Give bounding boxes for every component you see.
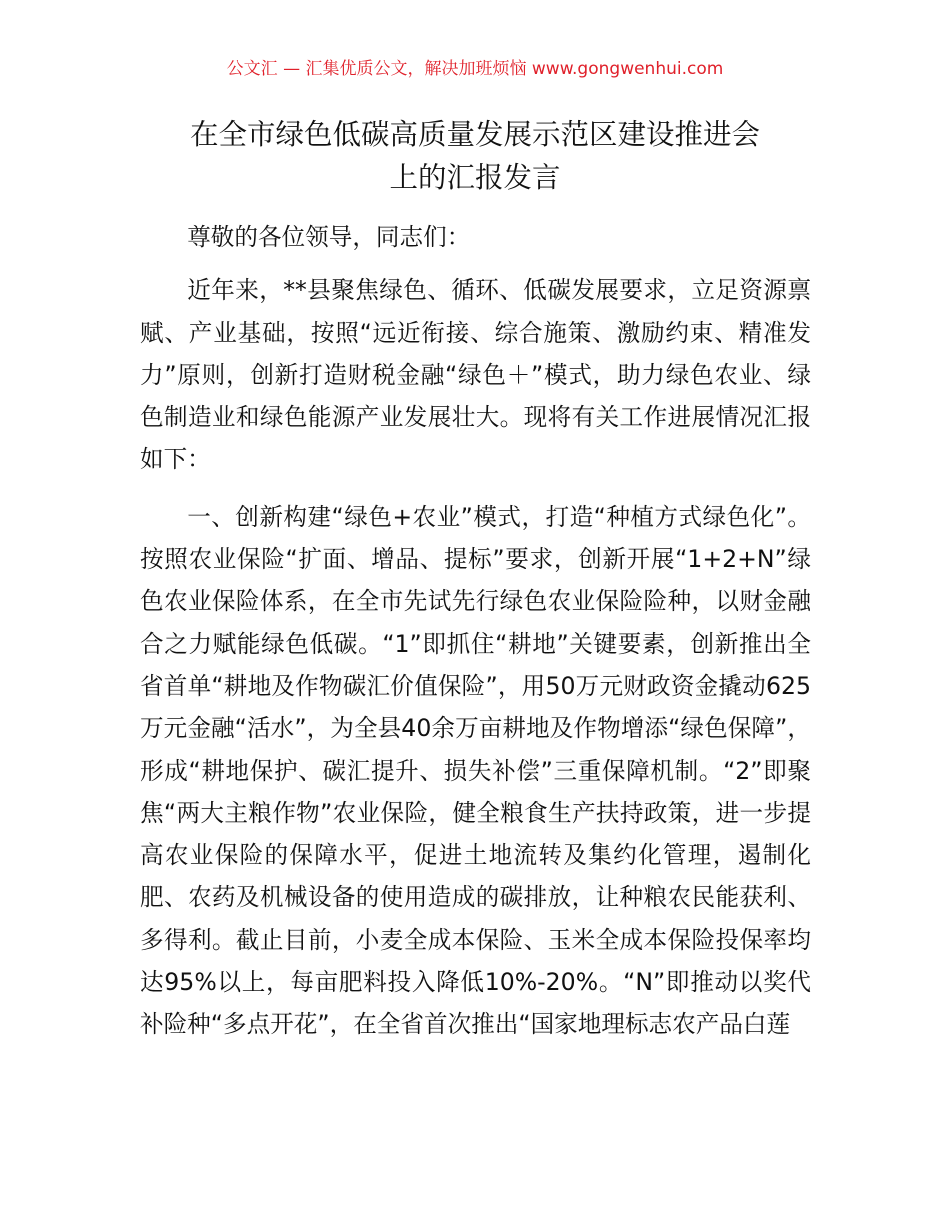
document-body [140, 216, 811, 1046]
intro-paragraph: 近年来，**县聚焦绿色、循环、低碳发展要求，立足资源禀赋、产业基础，按照“远近衔接、综合施策、激励约束、精准发力”原则，创新打造财税金融“绿色＋”模式，助力绿色农业、绿色制造业和绿色能源产业发展壮大。现将有关工作进展情况汇报如下： [140, 276, 811, 474]
greeting-paragraph: 尊敬的各位领导，同志们： [187, 223, 471, 251]
header-banner: 公文汇 — 汇集优质公文，解决加班烦恼 www.gongwenhui.com [226, 59, 724, 79]
document-title [120, 113, 830, 199]
document-title-line-1: 在全市绿色低碳高质量发展示范区建设推进会 [189, 118, 760, 151]
section-one-paragraph: 一、创新构建“绿色+农业”模式，打造“种植方式绿色化”。按照农业保险“扩面、增品、提标”要求，创新开展“1+2+N”绿色农业保险体系，在全市先试先行绿色农业保险险种，以财金融合之力赋能绿色低碳。“1”即抓住“耕地”关键要素，创新推出全省首单“耕地及作物碳汇价值保险”，用50万元财政资金撬动625万元金融“活水”，为全县40余万亩耕地及作物增添“绿色保障”，形成“耕地保护、碳汇提升、损失补偿”三重保障机制。“2”即聚焦“两大主粮作物”农业保险，健全粮食生产扶持政策，进一步提高农业保险的保障水平，促进土地流转及集约化管理，遏制化肥、农药及机械设备的使用造成的碳排放，让种粮农民能获利、多得利。截止目前，小麦全成本保险、玉米全成本保险投保率均达95%以上，每亩肥料投入降低10%-20%。“N”即推动以奖代补险种“多点开花”，在全省首次推出“国家地理标志农产品白莲 [140, 502, 811, 1039]
document-title-line-2: 上的汇报发言 [389, 161, 561, 194]
